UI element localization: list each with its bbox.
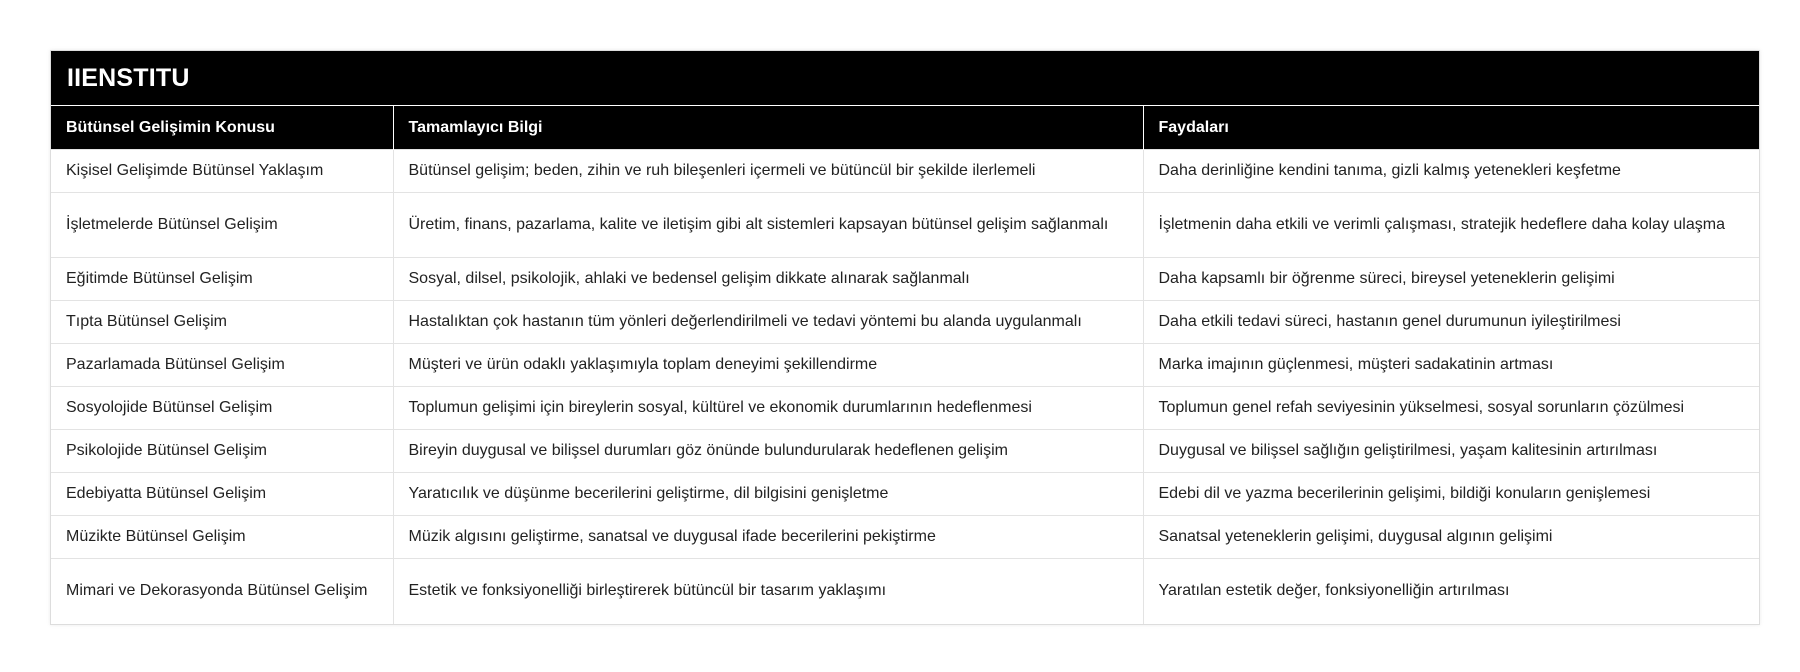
cell-info: Sosyal, dilsel, psikolojik, ahlaki ve bedensel gelişim dikkate alınarak sağlanmalı: [393, 258, 1143, 301]
cell-benefits: Daha kapsamlı bir öğrenme süreci, bireysel yeteneklerin gelişimi: [1143, 258, 1759, 301]
cell-info: Yaratıcılık ve düşünme becerilerini geliştirme, dil bilgisini genişletme: [393, 473, 1143, 516]
cell-topic: Tıpta Bütünsel Gelişim: [51, 301, 393, 344]
header-row: [51, 106, 1759, 150]
cell-topic: Edebiyatta Bütünsel Gelişim: [51, 473, 393, 516]
table-row: [51, 559, 1759, 624]
cell-benefits: Marka imajının güçlenmesi, müşteri sadakatinin artması: [1143, 344, 1759, 387]
table-row: [51, 344, 1759, 387]
cell-benefits: Daha derinliğine kendini tanıma, gizli kalmış yetenekleri keşfetme: [1143, 150, 1759, 193]
header-info: Tamamlayıcı Bilgi: [393, 106, 1143, 150]
table-row: [51, 430, 1759, 473]
header-topic: Bütünsel Gelişimin Konusu: [51, 106, 393, 150]
header-benefits: Faydaları: [1143, 106, 1759, 150]
cell-topic: Kişisel Gelişimde Bütünsel Yaklaşım: [51, 150, 393, 193]
cell-info: Müzik algısını geliştirme, sanatsal ve duygusal ifade becerilerini pekiştirme: [393, 516, 1143, 559]
data-table: [51, 105, 1759, 624]
cell-benefits: Yaratılan estetik değer, fonksiyonelliğin artırılması: [1143, 559, 1759, 624]
table-row: [51, 516, 1759, 559]
cell-info: Üretim, finans, pazarlama, kalite ve iletişim gibi alt sistemleri kapsayan bütünsel gelişim sağlanmalı: [393, 193, 1143, 258]
cell-info: Toplumun gelişimi için bireylerin sosyal, kültürel ve ekonomik durumlarının hedeflenmesi: [393, 387, 1143, 430]
table-row: [51, 150, 1759, 193]
cell-benefits: Edebi dil ve yazma becerilerinin gelişimi, bildiği konuların genişlemesi: [1143, 473, 1759, 516]
cell-topic: İşletmelerde Bütünsel Gelişim: [51, 193, 393, 258]
table-row: [51, 473, 1759, 516]
table-title: IIENSTITU: [51, 51, 1759, 105]
cell-benefits: Daha etkili tedavi süreci, hastanın genel durumunun iyileştirilmesi: [1143, 301, 1759, 344]
table-row: [51, 387, 1759, 430]
cell-benefits: Toplumun genel refah seviyesinin yükselmesi, sosyal sorunların çözülmesi: [1143, 387, 1759, 430]
cell-topic: Pazarlamada Bütünsel Gelişim: [51, 344, 393, 387]
table-row: [51, 193, 1759, 258]
table-row: [51, 258, 1759, 301]
cell-info: Hastalıktan çok hastanın tüm yönleri değerlendirilmeli ve tedavi yöntemi bu alanda uygulanmalı: [393, 301, 1143, 344]
cell-benefits: İşletmenin daha etkili ve verimli çalışması, stratejik hedeflere daha kolay ulaşma: [1143, 193, 1759, 258]
cell-benefits: Sanatsal yeteneklerin gelişimi, duygusal algının gelişimi: [1143, 516, 1759, 559]
cell-info: Bütünsel gelişim; beden, zihin ve ruh bileşenleri içermeli ve bütüncül bir şekilde ilerlemeli: [393, 150, 1143, 193]
cell-topic: Psikolojide Bütünsel Gelişim: [51, 430, 393, 473]
cell-info: Bireyin duygusal ve bilişsel durumları göz önünde bulundurularak hedeflenen gelişim: [393, 430, 1143, 473]
cell-info: Müşteri ve ürün odaklı yaklaşımıyla toplam deneyimi şekillendirme: [393, 344, 1143, 387]
cell-info: Estetik ve fonksiyonelliği birleştirerek bütüncül bir tasarım yaklaşımı: [393, 559, 1143, 624]
cell-topic: Müzikte Bütünsel Gelişim: [51, 516, 393, 559]
cell-topic: Mimari ve Dekorasyonda Bütünsel Gelişim: [51, 559, 393, 624]
cell-benefits: Duygusal ve bilişsel sağlığın geliştirilmesi, yaşam kalitesinin artırılması: [1143, 430, 1759, 473]
cell-topic: Sosyolojide Bütünsel Gelişim: [51, 387, 393, 430]
table-container: [50, 50, 1760, 625]
cell-topic: Eğitimde Bütünsel Gelişim: [51, 258, 393, 301]
table-row: [51, 301, 1759, 344]
